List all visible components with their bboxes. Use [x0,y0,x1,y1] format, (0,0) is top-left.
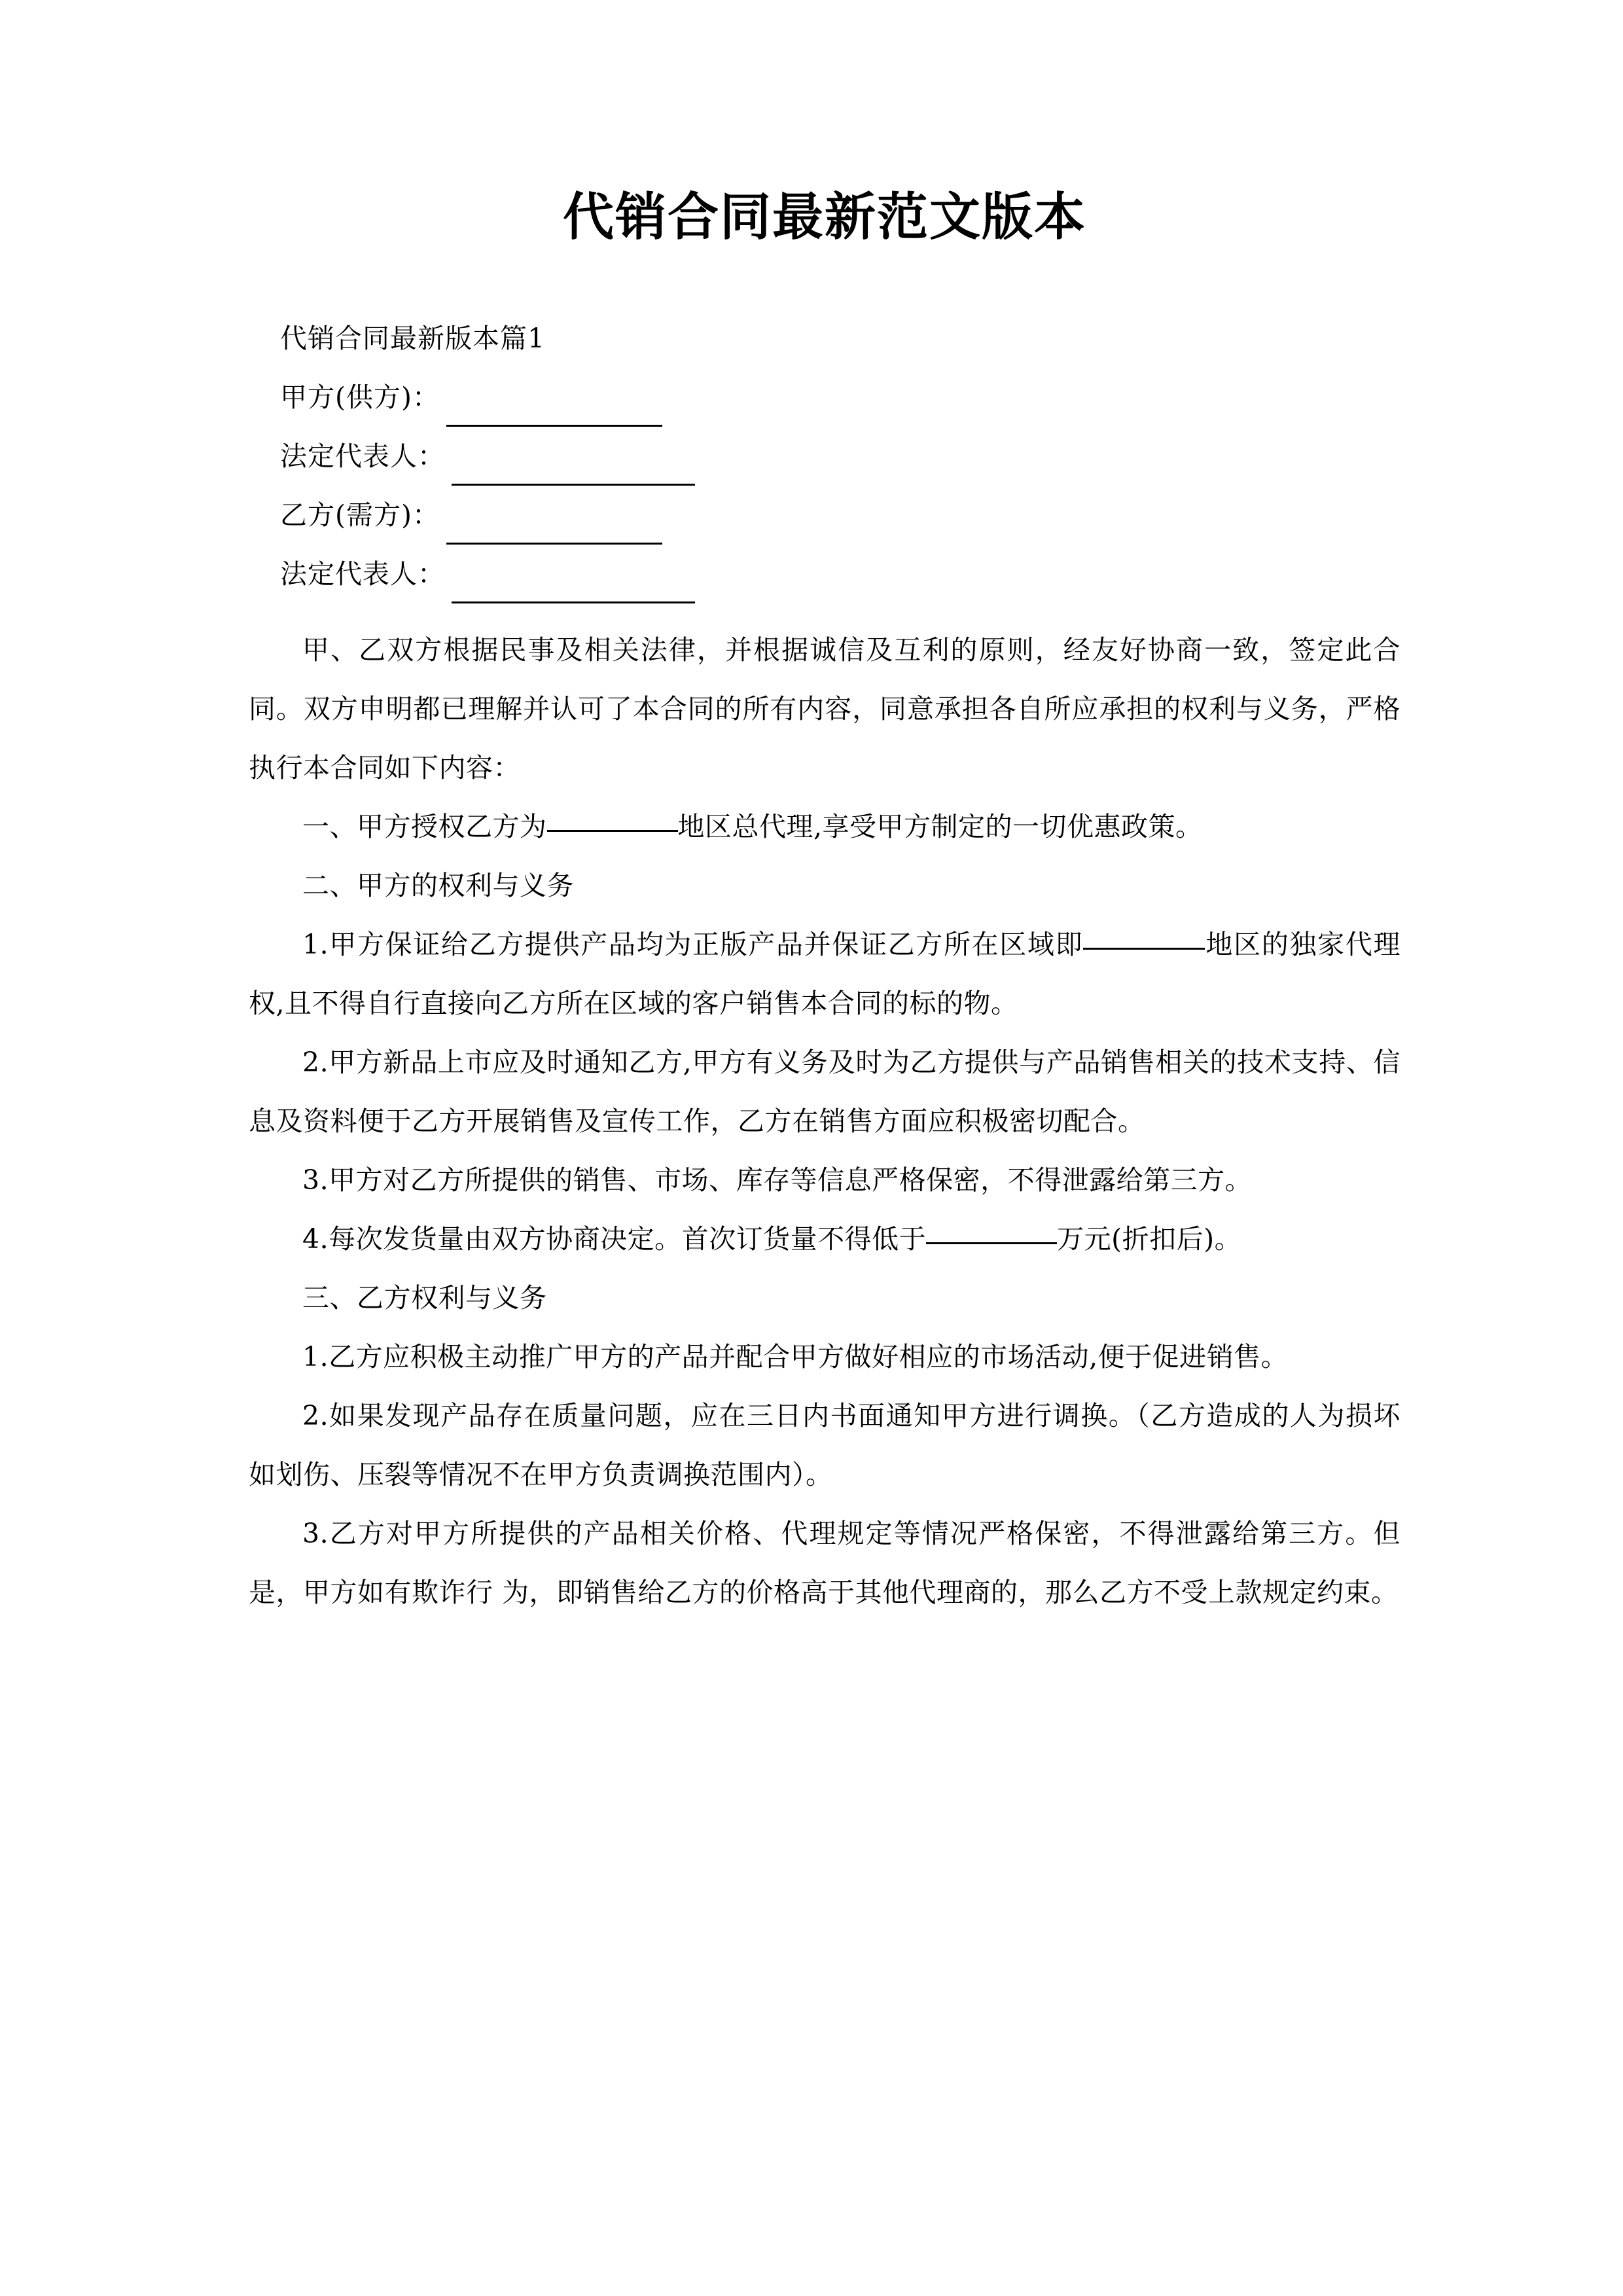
clause-2-1 [249,915,1400,1033]
signature-field-legal-rep-b[interactable] [452,564,695,603]
clause-2-1-text-before: 1.甲方保证给乙方提供产品均为正版产品并保证乙方所在区域即 [302,928,1084,960]
clause-one-text-after: 地区总代理,享受甲方制定的一切优惠政策。 [677,810,1203,842]
clause-2-4-text-before: 4.每次发货量由双方协商决定。首次订货量不得低于 [302,1223,927,1255]
section-two-heading: 二、甲方的权利与义务 [302,869,574,901]
page-title: 代销合同最新范文版本 [562,188,1086,247]
clause-2-1-blank-area[interactable] [1083,948,1205,950]
clause-3-2: 2.如果发现产品存在质量问题，应在三日内书面通知甲方进行调换。（乙方造成的人为损坏如划伤、压裂等情况不在甲方负责调换范围内）。 [249,1399,1400,1490]
signature-field-party-b[interactable] [446,505,662,545]
clause-3-3: 3.乙方对甲方所提供的产品相关价格、代理规定等情况严格保密，不得泄露给第三方。但是，甲方如有欺诈行 为，即销售给乙方的价格高于其他代理商的，那么乙方不受上款规定约束。 [249,1517,1400,1608]
signature-field-party-a[interactable] [446,387,662,427]
signature-row-party-b [249,486,1400,545]
clause-one-blank-region[interactable] [547,830,678,832]
clause-2-4 [249,1210,1400,1268]
clause-2-4-text-after: 万元(折扣后)。 [1057,1223,1242,1255]
contract-body [249,603,1400,1622]
section-three-heading: 三、乙方权利与义务 [302,1282,547,1314]
clause-2-4-blank-amount[interactable] [926,1242,1057,1244]
signature-label-party-b: 乙方(需方)： [280,499,440,531]
document-subtitle: 代销合同最新版本篇1 [280,322,546,354]
signature-label-legal-rep-a: 法定代表人： [280,440,445,472]
page-content [249,0,1400,1622]
signature-label-legal-rep-b: 法定代表人： [280,558,445,590]
clause-2-3: 3.甲方对乙方所提供的销售、市场、库存等信息严格保密，不得泄露给第三方。 [302,1164,1253,1196]
clause-one-text-before: 一、甲方授权乙方为 [302,810,547,842]
clause-one [249,797,1400,856]
signature-row-legal-rep-a [249,427,1400,486]
signature-row-party-a [249,368,1400,427]
clause-2-1-text-after: 地区的独家代理权,且不得自行直接向乙方所在区域的客户销售本合同的标的物。 [249,928,1401,1019]
signature-label-party-a: 甲方(供方)： [280,381,440,413]
clause-3-1: 1.乙方应积极主动推广甲方的产品并配合甲方做好相应的市场活动,便于促进销售。 [302,1340,1289,1372]
preamble-paragraph: 甲、乙双方根据民事及相关法律，并根据诚信及互利的原则，经友好协商一致，签定此合同。双方申明都已理解并认可了本合同的所有内容，同意承担各自所应承担的权利与义务，严格执行本合同如下内容： [249,634,1400,783]
clause-2-2: 2.甲方新品上市应及时通知乙方,甲方有义务及时为乙方提供与产品销售相关的技术支持、信息及资料便于乙方开展销售及宣传工作，乙方在销售方面应积极密切配合。 [249,1046,1400,1137]
signature-row-legal-rep-b [249,545,1400,603]
signature-field-legal-rep-a[interactable] [452,446,695,486]
